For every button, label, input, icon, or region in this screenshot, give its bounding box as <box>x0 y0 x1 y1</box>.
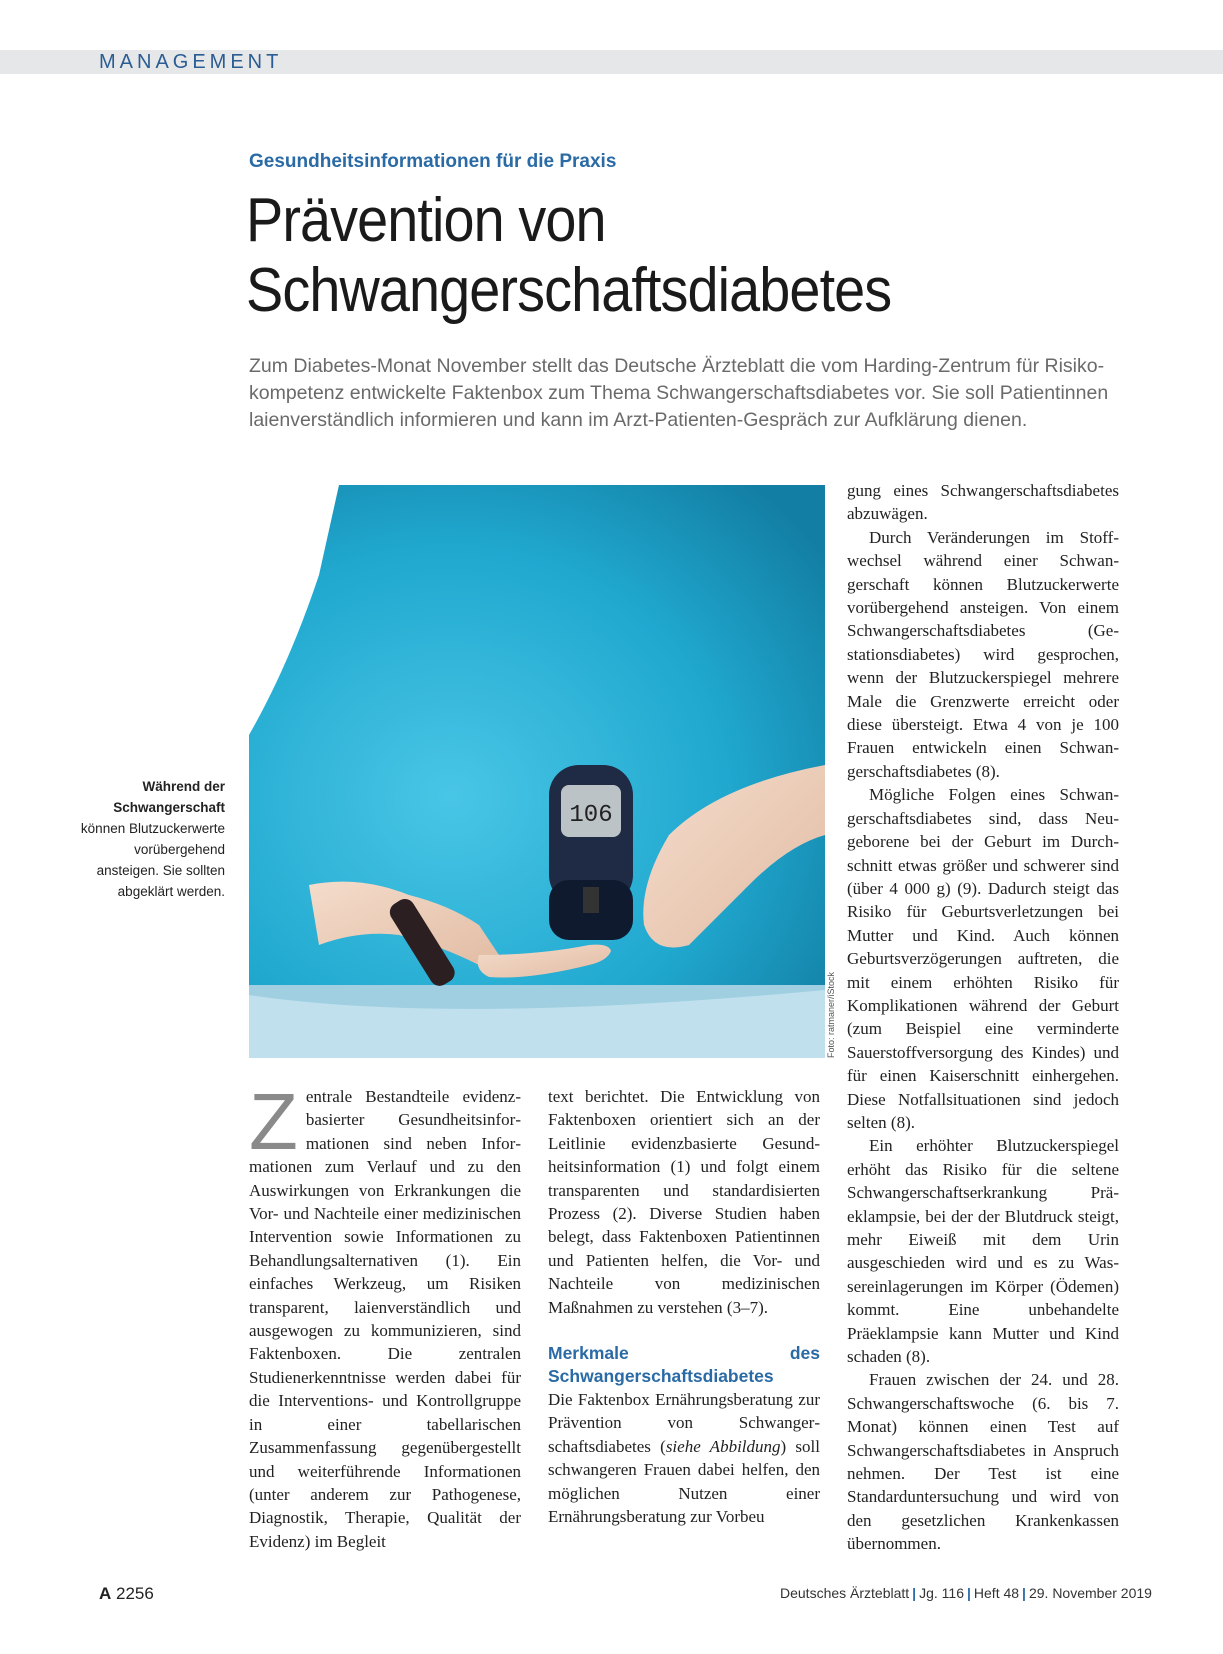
title-line-1: Prävention von <box>246 186 606 255</box>
caption-text: können Blutzuckerwerte vorübergehend ansteigen. Sie sollten abgeklärt werden. <box>80 821 225 899</box>
lead-line: Zum Diabetes-Monat November stellt das Deutsche Ärzteblatt die vom Harding-Zentrum für Risiko- <box>249 355 1105 377</box>
body-paragraph: gung eines Schwangerschaftsdiabetes abzuwägen. <box>847 481 1119 524</box>
body-paragraph: text berichtet. Die Entwicklung von Faktenboxen orientiert sich an der Leitlinie evidenzbasierte Gesundheitsinformation (1) und folgt einem transparenten und standardisierten Prozess (2). Diverse Studien haben belegt, dass Faktenboxen Patientinnen und Patienten helfen, die Vor- und Nachteile von medizinischen Maßnahmen zu verstehen (3–7). <box>548 1087 820 1317</box>
section-label: MANAGEMENT <box>99 51 283 73</box>
lead-line: kompetenz entwickelte Faktenbox zum Thema Schwangerschaftsdiabetes vor. Sie soll Patientinnen <box>249 382 1109 404</box>
page-folio <box>99 1584 154 1604</box>
body-paragraph: Mögliche Folgen eines Schwangerschaftsdiabetes sind, dass Neugeborene bei der Geburt im Durchschnitt etwas größer und schwerer sind (über 4 000 g) (9). Dadurch steigt das Risiko für Geburtsverletzungen bei Mutter und Kind. Auch können Geburtsverzögerungen auftreten, die mit einem erhöhten Risiko für Komplikationen während der Geburt (zum Beispiel eine verminderte Sauerstoffversorgung des Kindes) und für einen Kaiserschnitt einhergehen. Diese Notfallsituationen sind jedoch selten (8). <box>847 785 1119 1132</box>
article-photo <box>249 485 825 1058</box>
journal-volume: Jg. 116 <box>919 1585 964 1601</box>
page-number: 2256 <box>116 1584 154 1603</box>
journal-reference: Deutsches Ärzteblatt | Jg. 116 | Heft 48 | 29. November 2019 <box>780 1585 1152 1601</box>
lead-line: laienverständlich informieren und kann im Arzt-Patienten-Gespräch zur Aufklärung dienen. <box>249 409 1028 431</box>
title-line-2: Schwangerschaftsdiabetes <box>246 256 892 325</box>
drop-cap: Z <box>249 1077 298 1166</box>
photo-credit: Foto: ratmaner/iStock <box>826 971 836 1058</box>
figure-reference: siehe Abbildung <box>665 1436 781 1456</box>
body-column-1 <box>249 1077 521 1553</box>
body-paragraph: Durch Veränderungen im Stoffwechsel während einer Schwangerschaft können Blutzuckerwerte vorübergehend ansteigen. Von einem Schwangerschaftsdiabetes (Gestationsdiabetes) wird gesprochen, wenn der Blutzuckerspiegel mehrere Male die Grenzwerte erreicht oder diese übersteigt. Etwa 4 von je 100 Frauen entwickeln einen Schwangerschaftsdiabetes (8). <box>847 527 1119 781</box>
article-title <box>246 186 891 326</box>
caption-bold: Während der Schwangerschaft <box>113 779 225 815</box>
body-text: entrale Bestandteile evidenzbasierter Gesundheitsinformationen sind neben Informationen zum Verlauf und zu den Auswirkungen von Erkrankungen die Vor- und Nachteile einer medizinischen Intervention sowie Informationen zu Behandlungsalternativen (1). Ein einfaches Werkzeug, um Risiken transparent, laienverständlich und ausgewogen zu kommunizieren, sind Faktenboxen. Die zentralen Studienerkenntnisse werden dabei für die Interventions- und Kontrollgruppe in einer tabellarischen Zusammenfassung gegenübergestellt und weiterführende Informationen (unter anderem zur Pathogenese, Diagnostik, Therapie, Qualität der Evidenz) im Begleit <box>249 1087 521 1551</box>
section-subhead: Merkmale des Schwangerschaftsdiabetes <box>548 1343 820 1387</box>
image-caption <box>80 776 225 902</box>
article-kicker: Gesundheitsinformationen für die Praxis <box>249 151 617 172</box>
meter-reading: 106 <box>569 802 613 829</box>
page-prefix: A <box>99 1584 112 1603</box>
journal-issue: Heft 48 <box>973 1585 1020 1601</box>
body-paragraph: Frauen zwischen der 24. und 28. Schwangerschaftswoche (6. bis 7. Monat) können einen Test auf Schwangerschaftsdiabetes in Anspruch nehmen. Der Test ist eine Standarduntersuchung und wird von den gesetzlichen Krankenkassen übernommen. <box>847 1370 1119 1554</box>
journal-date: 29. November 2019 <box>1028 1585 1152 1601</box>
body-paragraph: Ein erhöhter Blutzuckerspiegel erhöht das Risiko für die seltene Schwangerschaftserkrankung Präeklampsie, bei der der Blutdruck steigt, mehr Eiweiß mit dem Urin ausgeschieden wird und es zu Wassereinlagerungen im Körper (Ödemen) kommt. Eine unbehandelte Präeklampsie kann Mutter und Kind schaden (8). <box>847 1136 1119 1367</box>
article-lead <box>249 353 1149 434</box>
body-column-3 <box>847 479 1119 1556</box>
body-paragraph: Die Faktenbox Ernährungsberatung zur Prävention von Schwangerschaftsdiabetes (siehe Abbildung) soll schwangeren Frauen dabei helfen, den möglichen Nutzen einer Ernährungsberatung zur Vorbeu <box>548 1390 820 1527</box>
body-column-2 <box>548 1085 820 1529</box>
journal-name: Deutsches Ärzteblatt <box>780 1585 910 1601</box>
